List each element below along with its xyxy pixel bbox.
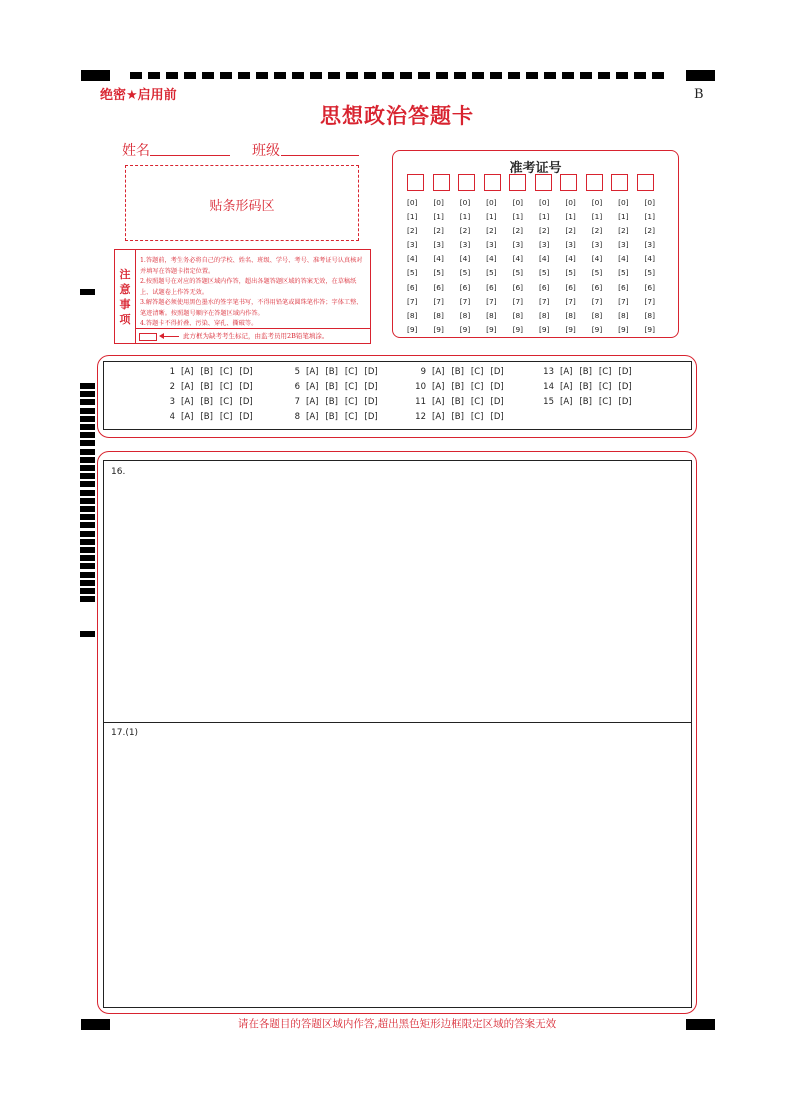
timing-mark	[80, 399, 95, 405]
timing-mark	[80, 555, 95, 561]
exam-digit-bubble[interactable]: [8]	[591, 310, 603, 320]
exam-digit-bubble[interactable]: [5]	[459, 268, 471, 278]
exam-digit-bubble[interactable]: [1]	[591, 212, 603, 222]
exam-digit-bubble[interactable]: [6]	[538, 282, 550, 292]
exam-number-entry-boxes	[407, 174, 654, 191]
exam-digit-bubble[interactable]: [9]	[644, 324, 655, 334]
exam-digit-bubble[interactable]: [8]	[407, 310, 418, 320]
timing-mark	[436, 72, 448, 79]
choice-bubble[interactable]: [A]	[306, 397, 319, 407]
question-number: 15	[543, 397, 554, 407]
exam-digit-bubble[interactable]: [9]	[459, 324, 471, 334]
exam-number-bubble-grid	[407, 198, 671, 339]
answer-area	[103, 460, 692, 1008]
timing-mark	[80, 539, 95, 545]
exam-digit-bubble[interactable]: [4]	[512, 254, 524, 264]
timing-mark	[130, 72, 142, 79]
timing-mark	[80, 506, 95, 512]
exam-digit-bubble[interactable]: [3]	[486, 240, 497, 250]
exam-digit-bubble[interactable]: [8]	[459, 310, 471, 320]
exam-digit-bubble[interactable]: [9]	[433, 324, 444, 334]
exam-digit-bubble[interactable]: [2]	[618, 226, 629, 236]
timing-mark	[598, 72, 610, 79]
choice-bubble[interactable]: [D]	[618, 382, 632, 392]
exam-digit-bubble[interactable]: [1]	[512, 212, 524, 222]
choice-bubble[interactable]: [A]	[181, 382, 194, 392]
notice-heading-char: 注	[119, 267, 131, 281]
exam-digit-bubble[interactable]: [9]	[565, 324, 576, 334]
timing-mark	[80, 531, 95, 537]
question-number: 13	[543, 367, 554, 377]
timing-mark	[634, 72, 646, 79]
choice-bubble[interactable]: [C]	[598, 367, 612, 377]
choice-bubble[interactable]: [D]	[239, 382, 253, 392]
question-number: 9	[420, 367, 426, 377]
timing-mark	[202, 72, 214, 79]
choice-bubble[interactable]: [B]	[200, 397, 213, 407]
exam-digit-bubble[interactable]: [4]	[618, 254, 629, 264]
choice-bubble[interactable]: [B]	[451, 397, 464, 407]
timing-mark	[80, 563, 95, 569]
choice-bubble[interactable]: [A]	[432, 412, 445, 422]
exam-digit-bubble[interactable]: [6]	[459, 282, 471, 292]
choice-bubble[interactable]: [D]	[364, 367, 378, 377]
choice-bubble[interactable]: [C]	[219, 367, 233, 377]
choice-bubble[interactable]: [A]	[306, 412, 319, 422]
timing-mark	[80, 481, 95, 487]
timing-mark	[418, 72, 430, 79]
exam-digit-bubble[interactable]: [7]	[644, 296, 655, 306]
question-number: 12	[415, 412, 426, 422]
choice-question-10	[412, 382, 511, 392]
timing-mark	[238, 72, 250, 79]
choice-bubble[interactable]: [C]	[470, 412, 484, 422]
timing-mark	[80, 465, 95, 471]
choice-bubble[interactable]: [B]	[200, 367, 213, 377]
exam-digit-bubble[interactable]: [8]	[538, 310, 550, 320]
exam-digit-box[interactable]	[407, 174, 424, 191]
choice-question-2	[161, 382, 260, 392]
timing-mark	[274, 72, 286, 79]
question-number: 3	[169, 397, 175, 407]
exam-digit-bubble[interactable]: [1]	[433, 212, 444, 222]
exam-digit-bubble[interactable]: [8]	[486, 310, 497, 320]
exam-digit-bubble[interactable]: [8]	[433, 310, 444, 320]
corner-mark-top-right	[686, 70, 715, 81]
exam-digit-bubble[interactable]: [2]	[407, 226, 418, 236]
exam-digit-bubble[interactable]: [1]	[459, 212, 471, 222]
question-number: 5	[294, 367, 300, 377]
choice-bubble[interactable]: [A]	[306, 382, 319, 392]
corner-mark-top-left	[81, 70, 110, 81]
choice-bubble[interactable]: [B]	[325, 397, 338, 407]
exam-digit-bubble[interactable]: [5]	[565, 268, 576, 278]
question-number: 6	[294, 382, 300, 392]
choice-bubble[interactable]: [D]	[239, 367, 253, 377]
exam-digit-bubble[interactable]: [0]	[644, 198, 655, 207]
exam-digit-bubble[interactable]: [6]	[512, 282, 524, 292]
timing-mark	[80, 580, 95, 586]
exam-digit-bubble[interactable]: [2]	[486, 226, 497, 236]
exam-digit-box[interactable]	[535, 174, 552, 191]
choice-bubble[interactable]: [C]	[344, 367, 358, 377]
timing-mark	[80, 572, 95, 578]
exam-digit-bubble[interactable]: [3]	[618, 240, 629, 250]
exam-digit-bubble[interactable]: [4]	[538, 254, 550, 264]
question-number: 11	[415, 397, 426, 407]
name-label: 姓名	[122, 143, 150, 159]
notice-item: 4.答题卡不得折叠、污染、穿孔、撕破等。	[140, 320, 258, 327]
exam-digit-bubble[interactable]: [4]	[591, 254, 603, 264]
choice-bubble[interactable]: [D]	[490, 412, 504, 422]
exam-digit-bubble[interactable]: [6]	[486, 282, 497, 292]
exam-digit-bubble[interactable]: [7]	[618, 296, 629, 306]
notice-item: 2.按照题号在对应的答题区域内作答，超出各题答题区域的答案无效，在草稿纸上、试题卷上作答无效。	[140, 278, 357, 296]
choice-bubble[interactable]: [D]	[490, 397, 504, 407]
class-label: 班级	[252, 143, 280, 159]
question-number: 7	[294, 397, 300, 407]
timing-mark	[80, 432, 95, 438]
exam-digit-bubble[interactable]: [0]	[591, 198, 603, 207]
choice-question-11	[412, 397, 511, 407]
exam-digit-bubble[interactable]: [4]	[486, 254, 497, 264]
choice-bubble[interactable]: [A]	[181, 412, 194, 422]
exam-digit-bubble[interactable]: [1]	[565, 212, 576, 222]
side-mark-upper	[80, 289, 95, 295]
choice-bubble[interactable]: [A]	[560, 382, 573, 392]
timing-mark	[80, 424, 95, 430]
timing-mark	[292, 72, 304, 79]
exam-digit-bubble[interactable]: [8]	[565, 310, 576, 320]
exam-digit-bubble[interactable]: [7]	[433, 296, 444, 306]
exam-digit-bubble[interactable]: [1]	[407, 212, 418, 222]
exam-digit-bubble[interactable]: [2]	[591, 226, 603, 236]
choice-question-1	[161, 367, 260, 377]
exam-number-box	[392, 150, 679, 338]
question-16-label: 16.	[111, 467, 126, 477]
exam-digit-bubble[interactable]: [5]	[407, 268, 418, 278]
timing-mark	[80, 498, 95, 504]
choice-bubble[interactable]: [A]	[432, 382, 445, 392]
exam-digit-bubble[interactable]: [3]	[591, 240, 603, 250]
timing-mark	[508, 72, 520, 79]
exam-digit-bubble[interactable]: [2]	[459, 226, 471, 236]
exam-digit-bubble[interactable]: [9]	[618, 324, 629, 334]
timing-mark	[328, 72, 340, 79]
choice-bubble[interactable]: [C]	[470, 397, 484, 407]
exam-digit-bubble[interactable]: [5]	[433, 268, 444, 278]
exam-digit-bubble[interactable]: [2]	[433, 226, 444, 236]
exam-digit-box[interactable]	[484, 174, 501, 191]
choice-bubble[interactable]: [C]	[219, 412, 233, 422]
timing-mark	[454, 72, 466, 79]
choice-bubble[interactable]: [D]	[239, 397, 253, 407]
exam-digit-bubble[interactable]: [7]	[512, 296, 524, 306]
timing-mark	[80, 391, 95, 397]
exam-digit-bubble[interactable]: [8]	[644, 310, 655, 320]
exam-digit-bubble[interactable]: [0]	[407, 198, 418, 207]
exam-digit-bubble[interactable]: [4]	[459, 254, 471, 264]
choice-question-8	[286, 412, 385, 422]
choice-bubble[interactable]: [B]	[200, 412, 213, 422]
choice-bubble[interactable]: [B]	[579, 382, 592, 392]
timing-mark	[148, 72, 160, 79]
timing-mark	[472, 72, 484, 79]
exam-digit-box[interactable]	[458, 174, 475, 191]
timing-mark	[80, 522, 95, 528]
choice-bubble[interactable]: [C]	[219, 397, 233, 407]
choice-bubble[interactable]: [C]	[219, 382, 233, 392]
timing-mark	[526, 72, 538, 79]
timing-mark	[544, 72, 556, 79]
exam-digit-bubble[interactable]: [8]	[618, 310, 629, 320]
exam-digit-bubble[interactable]: [3]	[433, 240, 444, 250]
exam-digit-bubble[interactable]: [1]	[644, 212, 655, 222]
choice-bubble[interactable]: [B]	[451, 367, 464, 377]
choice-bubble[interactable]: [D]	[364, 382, 378, 392]
arrow-left-icon	[161, 336, 179, 337]
exam-digit-bubble[interactable]: [1]	[538, 212, 550, 222]
exam-digit-bubble[interactable]: [7]	[459, 296, 471, 306]
exam-digit-bubble[interactable]: [6]	[618, 282, 629, 292]
choice-bubble[interactable]: [B]	[325, 412, 338, 422]
exam-digit-box[interactable]	[637, 174, 654, 191]
exam-digit-bubble[interactable]: [3]	[512, 240, 524, 250]
notice-box	[114, 249, 371, 344]
exam-digit-bubble[interactable]: [5]	[512, 268, 524, 278]
choice-bubble[interactable]: [D]	[618, 367, 632, 377]
choice-bubble[interactable]: [C]	[344, 382, 358, 392]
name-field[interactable]	[150, 155, 230, 156]
timing-mark	[80, 514, 95, 520]
timing-mark	[80, 383, 95, 389]
timing-mark	[256, 72, 268, 79]
choice-question-4	[161, 412, 260, 422]
exam-digit-bubble[interactable]: [0]	[512, 198, 524, 207]
choice-question-9	[412, 367, 511, 377]
question-number: 8	[294, 412, 300, 422]
exam-digit-bubble[interactable]: [1]	[618, 212, 629, 222]
exam-digit-bubble[interactable]: [6]	[565, 282, 576, 292]
question-number: 4	[169, 412, 175, 422]
exam-digit-bubble[interactable]: [2]	[512, 226, 524, 236]
exam-digit-bubble[interactable]: [4]	[407, 254, 418, 264]
absent-mark-note: 此方框为缺考考生标记，由监考员用2B铅笔填涂。	[183, 332, 329, 340]
timing-mark	[184, 72, 196, 79]
absent-mark-row	[135, 328, 370, 344]
notice-heading	[115, 250, 136, 343]
exam-digit-box[interactable]	[509, 174, 526, 191]
choice-question-3	[161, 397, 260, 407]
notice-item: 1.答题前，考生务必将自己的学校、姓名、班级、学号、考号、准考证号认真核对并填写在答题卡指定位置。	[140, 257, 363, 275]
choice-bubble[interactable]: [D]	[618, 397, 632, 407]
timing-mark	[80, 449, 95, 455]
exam-digit-bubble[interactable]: [6]	[591, 282, 603, 292]
exam-number-title: 准考证号	[509, 161, 562, 176]
timing-mark	[616, 72, 628, 79]
exam-digit-bubble[interactable]: [0]	[565, 198, 576, 207]
timing-mark	[400, 72, 412, 79]
timing-mark	[382, 72, 394, 79]
notice-items	[140, 256, 368, 330]
choice-bubble[interactable]: [A]	[181, 397, 194, 407]
exam-digit-bubble[interactable]: [6]	[407, 282, 418, 292]
timing-strip-top	[130, 72, 670, 79]
choice-bubble[interactable]: [A]	[560, 367, 573, 377]
exam-digit-bubble[interactable]: [2]	[644, 226, 655, 236]
choice-bubble[interactable]: [C]	[598, 397, 612, 407]
notice-heading-char: 事	[119, 297, 131, 311]
absent-mark-box[interactable]	[139, 333, 157, 341]
timing-mark	[80, 490, 95, 496]
exam-digit-bubble[interactable]: [9]	[538, 324, 550, 334]
choice-bubble[interactable]: [A]	[306, 367, 319, 377]
side-mark-lower	[80, 631, 95, 637]
exam-digit-bubble[interactable]: [5]	[538, 268, 550, 278]
choice-bubble[interactable]: [D]	[364, 397, 378, 407]
class-field[interactable]	[281, 155, 359, 156]
choice-bubble[interactable]: [A]	[432, 397, 445, 407]
exam-digit-bubble[interactable]: [3]	[459, 240, 471, 250]
exam-digit-bubble[interactable]: [6]	[433, 282, 444, 292]
exam-digit-bubble[interactable]: [4]	[433, 254, 444, 264]
choice-bubble[interactable]: [B]	[451, 412, 464, 422]
choice-bubble[interactable]: [D]	[490, 382, 504, 392]
question-17-label: 17.(1)	[111, 728, 139, 738]
exam-digit-bubble[interactable]: [5]	[591, 268, 603, 278]
exam-digit-bubble[interactable]: [9]	[591, 324, 603, 334]
timing-mark	[580, 72, 592, 79]
choice-bubble[interactable]: [C]	[598, 382, 612, 392]
confidential-label: 绝密★启用前	[100, 88, 177, 103]
exam-digit-bubble[interactable]: [4]	[565, 254, 576, 264]
timing-mark	[80, 408, 95, 414]
footer-note: 请在各题目的答题区域内作答,超出黑色矩形边框限定区域的答案无效	[237, 1018, 557, 1030]
choice-bubble[interactable]: [C]	[470, 367, 484, 377]
exam-digit-bubble[interactable]: [4]	[644, 254, 655, 264]
exam-digit-bubble[interactable]: [5]	[618, 268, 629, 278]
exam-digit-bubble[interactable]: [9]	[512, 324, 524, 334]
exam-digit-bubble[interactable]: [7]	[486, 296, 497, 306]
choice-bubble[interactable]: [A]	[432, 367, 445, 377]
exam-digit-bubble[interactable]: [0]	[618, 198, 629, 207]
choice-bubble[interactable]: [D]	[364, 412, 378, 422]
choice-bubble[interactable]: [B]	[579, 397, 592, 407]
choice-bubble[interactable]: [B]	[325, 367, 338, 377]
timing-mark	[490, 72, 502, 79]
exam-digit-bubble[interactable]: [1]	[486, 212, 497, 222]
timing-mark	[80, 596, 95, 602]
notice-item: 3.解答题必须使用黑色墨水的签字笔书写，不得用铅笔或圆珠笔作答；字体工整、笔迹清晰。按照题号顺序在答题区域内作答。	[140, 299, 363, 317]
notice-heading-char: 项	[119, 312, 131, 326]
timing-mark	[652, 72, 664, 79]
notice-heading-char: 意	[119, 282, 131, 296]
exam-digit-bubble[interactable]: [3]	[565, 240, 576, 250]
timing-mark	[80, 473, 95, 479]
exam-digit-bubble[interactable]: [7]	[407, 296, 418, 306]
timing-mark	[346, 72, 358, 79]
choice-bubble[interactable]: [B]	[579, 367, 592, 377]
choice-question-15	[540, 397, 639, 407]
choice-question-5	[286, 367, 385, 377]
choice-question-13	[540, 367, 639, 377]
exam-digit-bubble[interactable]: [9]	[486, 324, 497, 334]
choice-bubble[interactable]: [B]	[200, 382, 213, 392]
choice-bubble[interactable]: [A]	[560, 397, 573, 407]
exam-digit-bubble[interactable]: [5]	[486, 268, 497, 278]
choice-bubble[interactable]: [C]	[344, 397, 358, 407]
exam-digit-bubble[interactable]: [0]	[433, 198, 444, 207]
barcode-area	[125, 165, 359, 241]
timing-mark	[166, 72, 178, 79]
version-label: B	[694, 87, 704, 102]
exam-digit-box[interactable]	[611, 174, 628, 191]
question-number: 14	[543, 382, 554, 392]
timing-mark	[80, 547, 95, 553]
choice-bubble[interactable]: [C]	[344, 412, 358, 422]
exam-digit-box[interactable]	[586, 174, 603, 191]
choice-bubble[interactable]: [A]	[181, 367, 194, 377]
timing-mark	[562, 72, 574, 79]
choice-bubble[interactable]: [D]	[239, 412, 253, 422]
timing-mark	[80, 440, 95, 446]
choice-question-7	[286, 397, 385, 407]
exam-digit-bubble[interactable]: [8]	[512, 310, 524, 320]
exam-digit-box[interactable]	[560, 174, 577, 191]
choice-bubble[interactable]: [B]	[451, 382, 464, 392]
exam-digit-bubble[interactable]: [7]	[565, 296, 576, 306]
exam-digit-bubble[interactable]: [2]	[565, 226, 576, 236]
exam-digit-bubble[interactable]: [3]	[538, 240, 550, 250]
choice-bubble[interactable]: [B]	[325, 382, 338, 392]
question-number: 2	[169, 382, 175, 392]
timing-mark	[80, 588, 95, 594]
barcode-label: 贴条形码区	[209, 199, 275, 214]
choice-bubble[interactable]: [D]	[490, 367, 504, 377]
exam-digit-box[interactable]	[433, 174, 450, 191]
choice-bubble[interactable]: [C]	[470, 382, 484, 392]
choice-question-14	[540, 382, 639, 392]
timing-mark	[80, 416, 95, 422]
exam-digit-bubble[interactable]: [0]	[459, 198, 471, 207]
exam-digit-bubble[interactable]: [3]	[407, 240, 418, 250]
exam-digit-bubble[interactable]: [5]	[644, 268, 655, 278]
timing-mark	[80, 457, 95, 463]
timing-mark	[220, 72, 232, 79]
multiple-choice-area	[103, 361, 692, 430]
exam-digit-bubble[interactable]: [2]	[538, 226, 550, 236]
choice-question-12	[412, 412, 511, 422]
question-number: 10	[415, 382, 426, 392]
timing-mark	[364, 72, 376, 79]
timing-mark	[310, 72, 322, 79]
page-title: 思想政治答题卡	[320, 104, 474, 128]
exam-digit-bubble[interactable]: [9]	[407, 324, 418, 334]
exam-digit-bubble[interactable]: [0]	[538, 198, 550, 207]
answer-divider	[104, 722, 691, 723]
exam-digit-bubble[interactable]: [7]	[538, 296, 550, 306]
question-number: 1	[169, 367, 175, 377]
exam-digit-bubble[interactable]: [6]	[644, 282, 655, 292]
exam-digit-bubble[interactable]: [7]	[591, 296, 603, 306]
choice-question-6	[286, 382, 385, 392]
exam-digit-bubble[interactable]: [3]	[644, 240, 655, 250]
exam-digit-bubble[interactable]: [0]	[486, 198, 497, 207]
